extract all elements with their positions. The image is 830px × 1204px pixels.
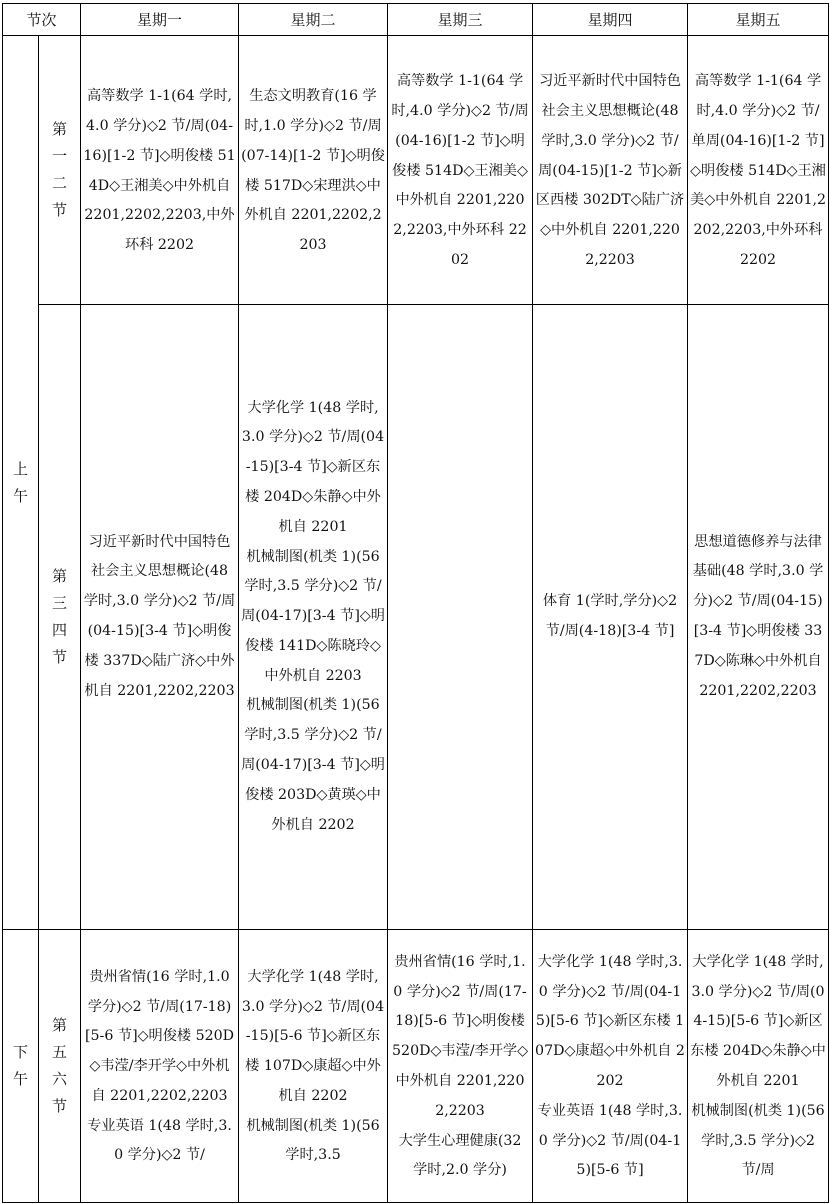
session-afternoon xyxy=(3,930,39,1203)
course-entry: 大学化学 1(48 学时,3.0 学分)◇2 节/周(04-15)[3-4 节]◇新区东楼 204D◇朱静◇中外机自 2201 xyxy=(241,399,385,535)
header-row xyxy=(3,4,829,36)
course-cell[interactable] xyxy=(688,930,829,1203)
course-cell[interactable] xyxy=(239,36,388,305)
course-cell[interactable] xyxy=(239,930,388,1203)
period-label-5-6 xyxy=(39,930,81,1203)
period-label-1-2 xyxy=(39,36,81,305)
day-header-mon: 星期一 xyxy=(81,4,239,36)
course-cell[interactable] xyxy=(388,930,533,1203)
course-entry: 习近平新时代中国特色社会主义思想概论(48 学时,3.0 学分)◇2 节/周(04-15)[1-2 节]◇新区西楼 302DT◇陆广济◇中外机自 2201,2202,2203 xyxy=(535,73,685,268)
course-cell[interactable] xyxy=(533,36,688,305)
course-entry: 贵州省情(16 学时,1.0 学分)◇2 节/周(17-18)[5-6 节]◇明俊楼 520D◇韦滢/李开学◇中外机自 2201,2202,2203 xyxy=(84,968,235,1104)
course-entry: 生态文明教育(16 学时,1.0 学分)◇2 节/周(07-14)[1-2 节]◇明俊楼 517D◇宋理洪◇中外机自 2201,2202,2203 xyxy=(241,88,385,254)
day-header-thu: 星期四 xyxy=(533,4,688,36)
course-entry: 机械制图(机类 1)(56 学时,3.5 学分)◇2 节/周 xyxy=(691,1102,825,1179)
course-cell[interactable] xyxy=(388,36,533,305)
course-cell[interactable] xyxy=(81,930,239,1203)
course-entry: 大学化学 1(48 学时,3.0 学分)◇2 节/周(04-15)[5-6 节]◇新区东楼 204D◇朱静◇中外机自 2201 xyxy=(690,953,826,1089)
course-cell[interactable] xyxy=(688,36,829,305)
course-cell[interactable] xyxy=(533,305,688,930)
course-cell[interactable] xyxy=(688,305,829,930)
course-entry: 贵州省情(16 学时,1.0 学分)◇2 节/周(17-18)[5-6 节]◇明俊楼 520D◇韦滢/李开学◇中外机自 2201,2202,2203 xyxy=(392,953,529,1119)
course-entry: 大学化学 1(48 学时,3.0 学分)◇2 节/周(04-15)[5-6 节]◇新区东楼 107D◇康超◇中外机自 2202 xyxy=(241,968,385,1104)
course-entry: 高等数学 1-1(64 学时,4.0 学分)◇2 节/周(04-16)[1-2 节]◇明俊楼 514D◇王湘美◇中外机自 2201,2202,2203,中外环科 2202 xyxy=(391,73,529,268)
day-header-tue: 星期二 xyxy=(239,4,388,36)
course-cell xyxy=(388,305,533,930)
vertical-label: 第 三 四 节 xyxy=(52,567,68,666)
course-cell[interactable] xyxy=(533,930,688,1203)
session-morning xyxy=(3,36,39,930)
day-header-fri: 星期五 xyxy=(688,4,829,36)
period-row-3-4 xyxy=(3,305,829,930)
course-cell[interactable] xyxy=(239,305,388,930)
period-header: 节次 xyxy=(3,4,81,36)
course-entry: 思想道德修养与法律基础(48 学时,3.0 学分)◇2 节/周(04-15)[3-4 节]◇明俊楼 337D◇陈琳◇中外机自 2201,2202,2203 xyxy=(692,533,824,699)
vertical-label: 下 午 xyxy=(12,1043,28,1088)
course-entry: 机械制图(机类 1)(56 学时,3.5 xyxy=(246,1117,380,1164)
course-entry: 专业英语 1(48 学时,3.0 学分)◇2 节/ xyxy=(87,1117,232,1164)
course-cell[interactable] xyxy=(81,305,239,930)
course-cell[interactable] xyxy=(81,36,239,305)
course-entry: 大学化学 1(48 学时,3.0 学分)◇2 节/周(04-15)[5-6 节]◇新区东楼 107D◇康超◇中外机自 2202 xyxy=(535,953,685,1089)
timetable xyxy=(2,3,829,1203)
period-row-1-2 xyxy=(3,36,829,305)
course-entry: 大学生心理健康(32 学时,2.0 学分) xyxy=(398,1132,522,1179)
course-entry: 机械制图(机类 1)(56 学时,3.5 学分)◇2 节/周(04-17)[3-4 节]◇明俊楼 141D◇陈晓玲◇中外机自 2203 xyxy=(241,548,385,684)
course-entry: 高等数学 1-1(64 学时,4.0 学分)◇2 节/单周(04-16)[1-2 节]◇明俊楼 514D◇王湘美◇中外机自 2201,2202,2203,中外环科 2202 xyxy=(690,73,827,268)
course-entry: 高等数学 1-1(64 学时,4.0 学分)◇2 节/周(04-16)[1-2 节]◇明俊楼 514D◇王湘美◇中外机自 2201,2202,2203,中外环科 2202 xyxy=(83,88,236,254)
vertical-label: 上 午 xyxy=(12,459,28,505)
course-entry: 专业英语 1(48 学时,3.0 学分)◇2 节/周(04-15)[5-6 节] xyxy=(537,1102,683,1179)
course-entry: 习近平新时代中国特色社会主义思想概论(48 学时,3.0 学分)◇2 节/周(04-15)[3-4 节]◇明俊楼 337D◇陆广济◇中外机自 2201,2202,2203 xyxy=(83,533,236,699)
period-row-5-6 xyxy=(3,930,829,1203)
course-entry: 体育 1(学时,学分)◇2 节/周(4-18)[3-4 节] xyxy=(542,593,678,639)
day-header-wed: 星期三 xyxy=(388,4,533,36)
vertical-label: 第 一 二 节 xyxy=(52,120,68,219)
vertical-label: 第 五 六 节 xyxy=(52,1016,68,1115)
period-label-3-4 xyxy=(39,305,81,930)
course-entry: 机械制图(机类 1)(56 学时,3.5 学分)◇2 节/周(04-17)[3-4 节]◇明俊楼 203D◇黄瑛◇中外机自 2202 xyxy=(241,697,385,833)
